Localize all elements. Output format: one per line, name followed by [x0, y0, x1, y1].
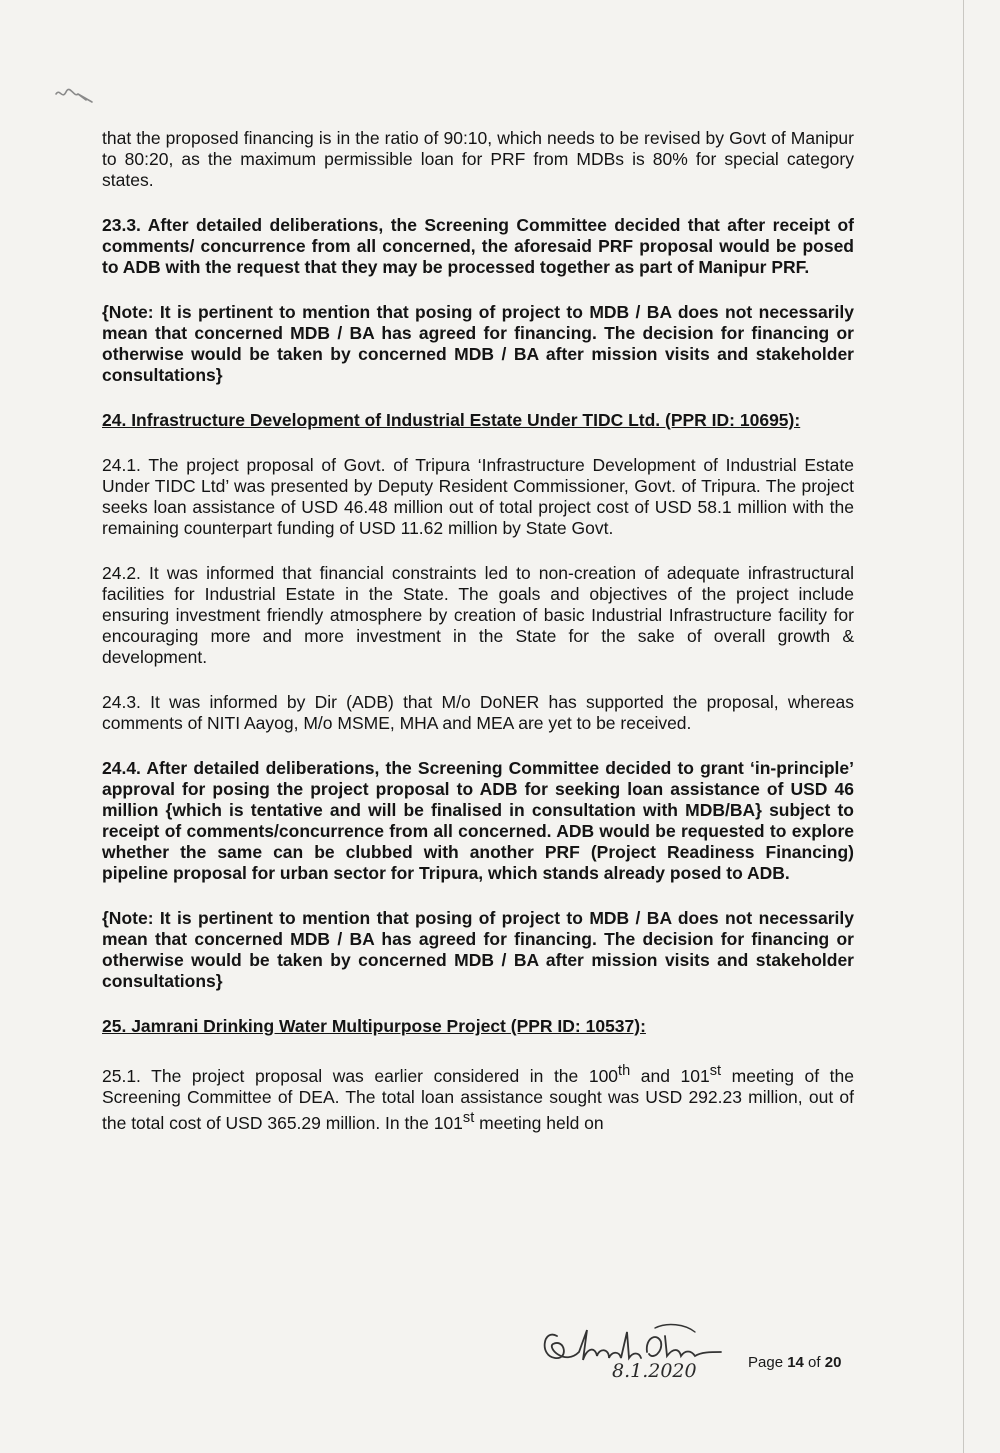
paragraph-24-3: 24.3. It was informed by Dir (ADB) that M/o DoNER has supported the proposal, whereas comments of NITI Aayog, M/o MSME, MHA and MEA are yet to be received.: [102, 692, 854, 733]
pen-mark-icon: [52, 80, 102, 110]
section-24-heading: 24. Infrastructure Development of Industrial Estate Under TIDC Ltd. (PPR ID: 10695):: [102, 410, 801, 430]
note-paragraph-2: {Note: It is pertinent to mention that posing of project to MDB / BA does not necessarily mean that concerned MDB / BA has agreed for financing. The decision for financing or otherwise would be taken by concerned MDB / BA after mission visits and stakeholder consultations}: [102, 908, 854, 991]
page-number: Page 14 of 20: [748, 1354, 842, 1371]
document-body: [102, 128, 854, 1158]
paragraph-23-3: 23.3. After detailed deliberations, the Screening Committee decided that after receipt of comments/ concurrence from all concerned, the aforesaid PRF proposal would be posed to ADB with the request that they may be processed together as part of Manipur PRF.: [102, 215, 854, 277]
paragraph-24-2: 24.2. It was informed that financial constraints led to non-creation of adequate infrastructural facilities for Industrial Estate in the State. The goals and objectives of the project include ensuring investment friendly atmosphere by creation of basic Industrial Infrastructure facility for encouraging more and more investment in the State for the sake of overall growth & development.: [102, 563, 854, 667]
section-25-heading: 25. Jamrani Drinking Water Multipurpose Project (PPR ID: 10537):: [102, 1016, 646, 1036]
paragraph-25-1: 25.1. The project proposal was earlier considered in the 100th and 101st meeting of the Screening Committee of DEA. The total loan assistance sought was USD 292.23 million, out of the total cost of USD 365.29 million. In the 101st meeting held on: [102, 1063, 854, 1133]
paragraph-24-4: 24.4. After detailed deliberations, the Screening Committee decided to grant ‘in-principle’ approval for posing the project proposal to ADB for seeking loan assistance of USD 46 million {which is tentative and will be finalised in consultation with MDB/BA} subject to receipt of comments/concurrence from all concerned. ADB would be requested to explore whether the same can be clubbed with another PRF (Project Readiness Financing) pipeline proposal for urban sector for Tripura, which stands already posed to ADB.: [102, 758, 854, 883]
paragraph-23-2-continued: that the proposed financing is in the ratio of 90:10, which needs to be revised by Govt of Manipur to 80:20, as the maximum permissible loan for PRF from MDBs is 80% for special category states.: [102, 128, 854, 190]
signature-date: 8.1.2020: [612, 1360, 697, 1382]
note-paragraph-1: {Note: It is pertinent to mention that posing of project to MDB / BA does not necessarily mean that concerned MDB / BA has agreed for financing. The decision for financing or otherwise would be taken by concerned MDB / BA after mission visits and stakeholder consultations}: [102, 302, 854, 385]
scan-edge-line: [963, 0, 964, 1453]
paragraph-24-1: 24.1. The project proposal of Govt. of Tripura ‘Infrastructure Development of Industrial Estate Under TIDC Ltd’ was presented by Deputy Resident Commissioner, Govt. of Tripura. The project seeks loan assistance of USD 46.48 million out of total project cost of USD 58.1 million with the remaining counterpart funding of USD 11.62 million by State Govt.: [102, 455, 854, 538]
